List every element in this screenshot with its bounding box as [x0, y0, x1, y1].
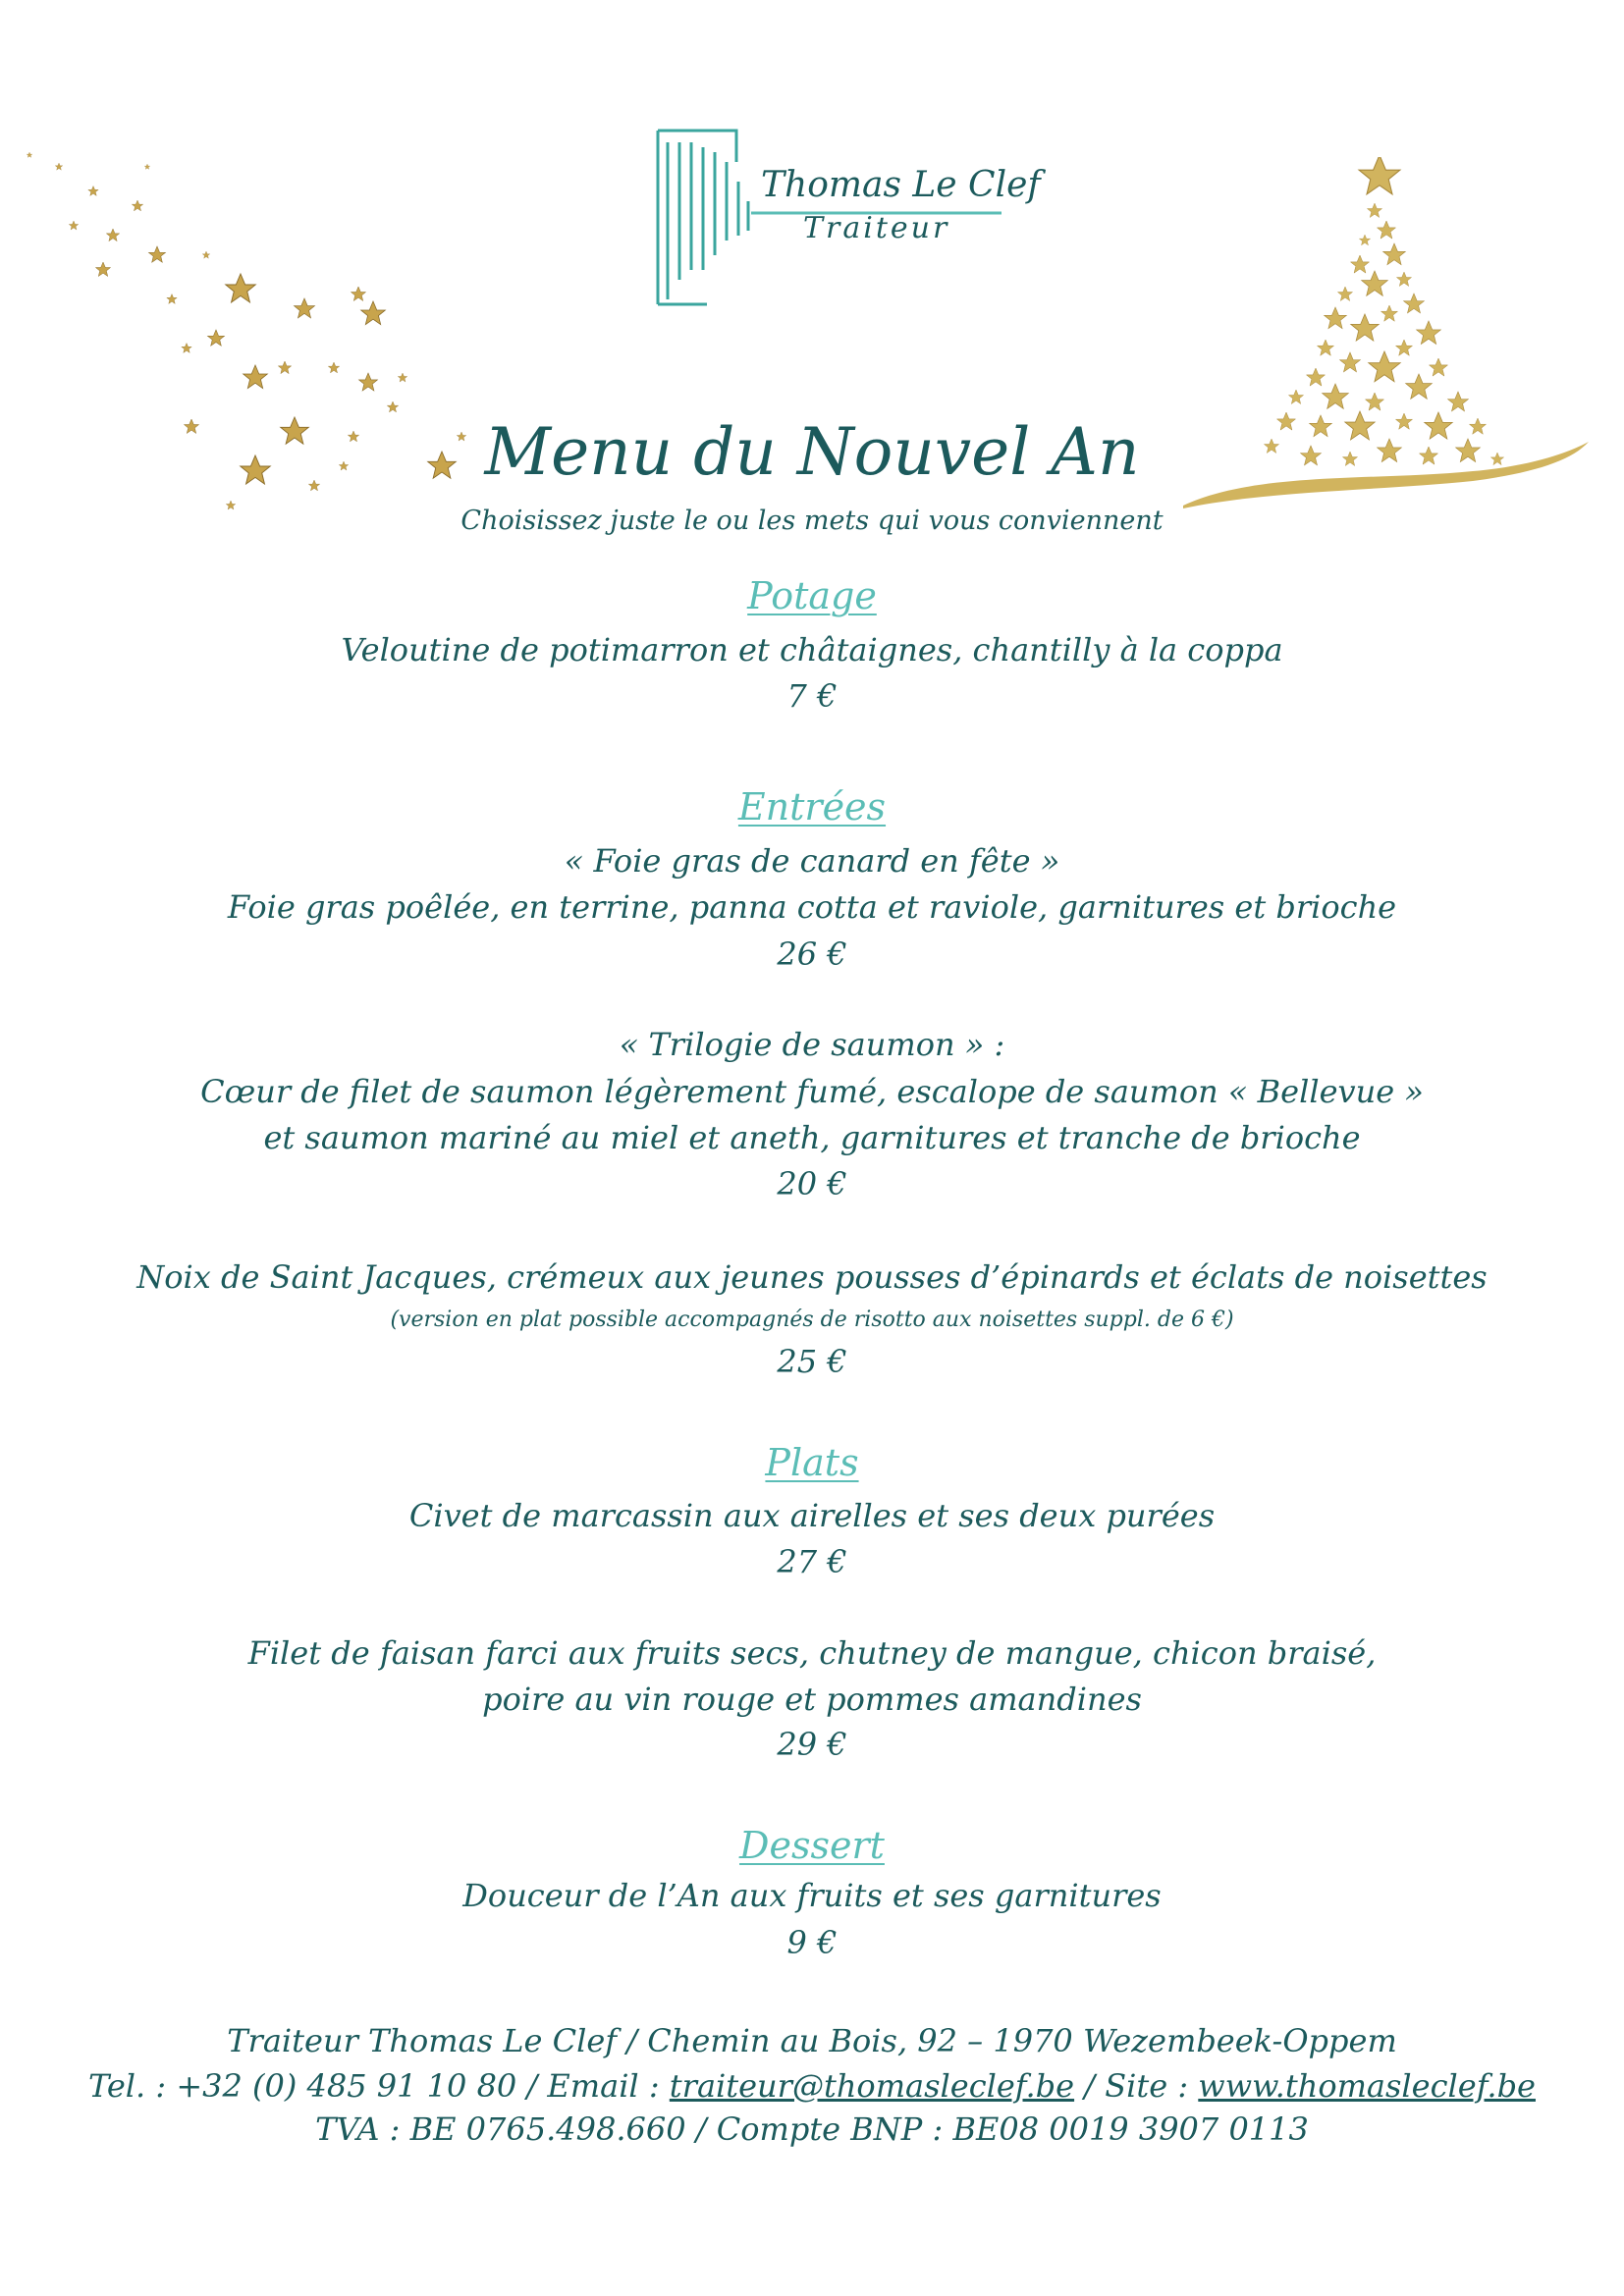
menu-item: Veloutine de potimarron et châtaignes, chantilly à la coppa — [341, 631, 1283, 668]
item-price: 29 € — [777, 1726, 847, 1763]
item-price: 7 € — [786, 677, 838, 715]
menu-item: et saumon mariné au miel et aneth, garnitures et tranche de brioche — [263, 1119, 1361, 1156]
section-title-entrees: Entrées — [737, 785, 887, 828]
page-title: Menu du Nouvel An — [484, 414, 1140, 490]
menu-item: Douceur de l’An aux fruits et ses garnitures — [462, 1877, 1162, 1914]
menu-item-name: « Foie gras de canard en fête » — [564, 842, 1060, 880]
menu-item: Civet de marcassin aux airelles et ses deux purées — [408, 1497, 1216, 1534]
menu-item: Filet de faisan farci aux fruits secs, chutney de mangue, chicon braisé, — [247, 1634, 1377, 1672]
item-price: 9 € — [786, 1924, 838, 1961]
brand-subtitle: Traiteur — [803, 211, 950, 245]
email-link[interactable]: traiteur@thomasleclef.be — [669, 2067, 1075, 2105]
section-title-plats: Plats — [765, 1441, 859, 1484]
item-price: 26 € — [777, 935, 847, 973]
footer-tva: TVA : BE 0765.498.660 / Compte BNP : BE08 0019 3907 0113 — [315, 2110, 1309, 2148]
footer-address: Traiteur Thomas Le Clef / Chemin au Bois, 92 – 1970 Wezembeek-Oppem — [227, 2022, 1397, 2059]
website-link[interactable]: www.thomasleclef.be — [1198, 2067, 1536, 2105]
menu-item: Foie gras poêlée, en terrine, panna cotta et raviole, garnitures et brioche — [227, 888, 1397, 926]
brand-name: Thomas Le Clef — [761, 165, 1041, 205]
menu-item-note: (version en plat possible accompagnés de risotto aux noisettes suppl. de 6 €) — [390, 1308, 1234, 1332]
section-title-dessert: Dessert — [739, 1824, 885, 1867]
section-title-potage: Potage — [747, 574, 877, 617]
menu-item: Cœur de filet de saumon légèrement fumé, escalope de saumon « Bellevue » — [200, 1073, 1424, 1110]
item-price: 25 € — [777, 1343, 847, 1380]
item-price: 27 € — [777, 1543, 847, 1580]
footer-site-label: / Site : — [1074, 2067, 1199, 2105]
footer-tel: Tel. : +32 (0) 485 91 10 80 / Email : — [88, 2067, 670, 2105]
menu-item: Noix de Saint Jacques, crémeux aux jeunes pousses d’épinards et éclats de noisettes — [136, 1258, 1488, 1296]
footer-contact — [0, 2067, 1624, 2105]
item-price: 20 € — [777, 1165, 847, 1202]
menu-item-name: « Trilogie de saumon » : — [619, 1026, 1005, 1063]
menu-item: poire au vin rouge et pommes amandines — [482, 1681, 1142, 1718]
page-subtitle: Choisissez juste le ou les mets qui vous conviennent — [460, 506, 1164, 536]
